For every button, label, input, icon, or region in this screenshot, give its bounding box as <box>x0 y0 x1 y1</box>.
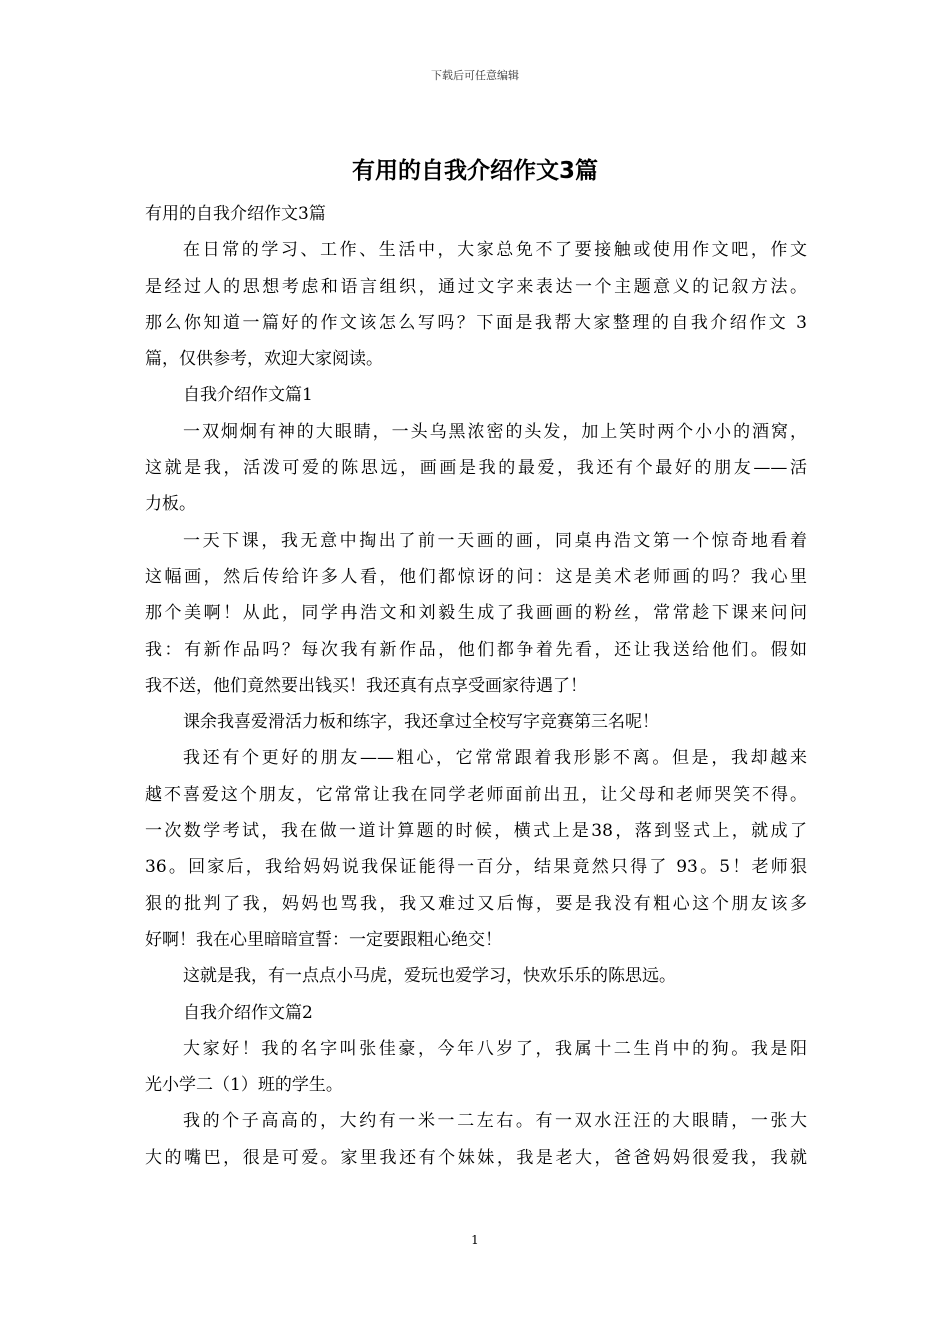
text-line: 狠的批判了我，妈妈也骂我，我又难过又后悔，要是我没有粗心这个朋友该多 <box>145 893 807 914</box>
text-line: 自我介绍作文篇1 <box>183 385 313 406</box>
text-line: 篇，仅供参考，欢迎大家阅读。 <box>145 349 383 370</box>
text-line: 光小学二（1）班的学生。 <box>145 1075 343 1096</box>
text-line: 一天下课，我无意中掏出了前一天画的画，同桌冉浩文第一个惊奇地看着 <box>183 530 807 551</box>
document-body <box>145 196 807 1176</box>
text-line: 这幅画，然后传给许多人看，他们都惊讶的问：这是美术老师画的吗？我心里 <box>145 566 807 587</box>
text-line: 我还有个更好的朋友——粗心，它常常跟着我形影不离。但是，我却越来 <box>183 748 807 769</box>
text-line: 自我介绍作文篇2 <box>183 1002 313 1023</box>
text-line: 这就是我，活泼可爱的陈思远，画画是我的最爱，我还有个最好的朋友——活 <box>145 458 807 479</box>
text-line: 一双炯炯有神的大眼睛，一头乌黑浓密的头发，加上笑时两个小小的酒窝， <box>183 421 807 442</box>
header-note: 下载后可任意编辑 <box>431 69 519 82</box>
text-line: 这就是我，有一点点小马虎，爱玩也爱学习，快欢乐乐的陈思远。 <box>183 966 676 987</box>
document-title: 有用的自我介绍作文3篇 <box>351 158 598 184</box>
text-line: 好啊！我在心里暗暗宣誓：一定要跟粗心绝交！ <box>145 929 502 950</box>
text-line: 大家好！我的名字叫张佳豪，今年八岁了，我属十二生肖中的狗。我是阳 <box>183 1038 807 1059</box>
text-line: 那个美啊！从此，同学冉浩文和刘毅生成了我画画的粉丝，常常趁下课来问问 <box>145 603 807 624</box>
text-line: 是经过人的思想考虑和语言组织，通过文字来表达一个主题意义的记叙方法。 <box>145 276 807 297</box>
text-line: 大的嘴巴，很是可爱。家里我还有个妹妹，我是老大，爸爸妈妈很爱我，我就 <box>145 1147 807 1168</box>
text-line: 课余我喜爱滑活力板和练字，我还拿过全校写字竞赛第三名呢！ <box>183 712 659 733</box>
text-line: 在日常的学习、工作、生活中，大家总免不了要接触或使用作文吧，作文 <box>183 240 807 261</box>
text-line: 那么你知道一篇好的作文该怎么写吗？下面是我帮大家整理的自我介绍作文 3 <box>145 312 807 333</box>
text-line: 一次数学考试，我在做一道计算题的时候，横式上是38，落到竖式上，就成了 <box>145 821 807 842</box>
text-line: 有用的自我介绍作文3篇 <box>145 204 326 224</box>
text-line: 力板。 <box>145 494 196 515</box>
page-number: 1 <box>471 1233 479 1247</box>
text-line: 越不喜爱这个朋友，它常常让我在同学老师面前出丑，让父母和老师哭笑不得。 <box>145 784 807 805</box>
text-line: 我的个子高高的，大约有一米一二左右。有一双水汪汪的大眼睛，一张大 <box>183 1111 807 1132</box>
text-line: 我不送，他们竟然要出钱买！我还真有点享受画家待遇了！ <box>145 675 587 696</box>
text-line: 我：有新作品吗？每次我有新作品，他们都争着先看，还让我送给他们。假如 <box>145 639 807 660</box>
text-line: 36。回家后，我给妈妈说我保证能得一百分，结果竟然只得了 93。5！老师狠 <box>145 857 807 878</box>
